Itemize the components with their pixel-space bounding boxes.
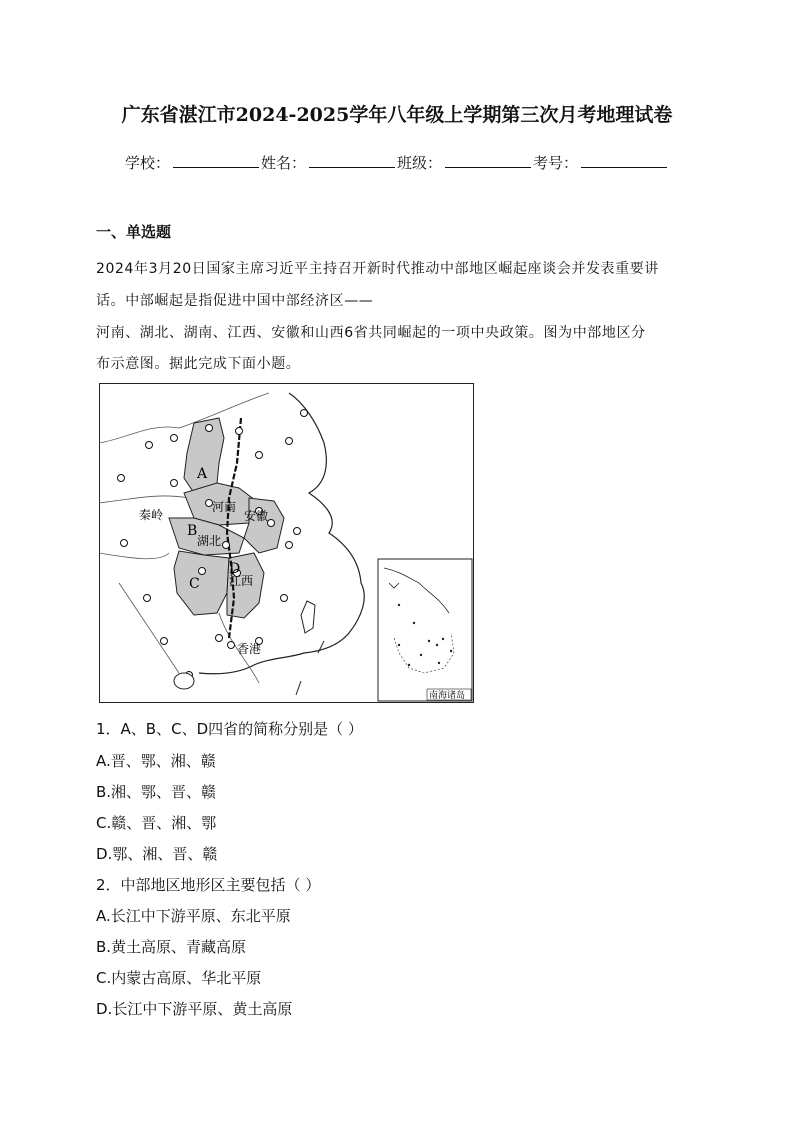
label-anhui: 安徽 (244, 509, 269, 523)
passage-line-1: 2024年3月20日国家主席习近平主持召开新时代推动中部地区崛起座谈会并发表重要讲 (96, 261, 659, 277)
student-info-row (125, 152, 669, 173)
class-blank[interactable] (445, 153, 531, 168)
school-label: 学校： (125, 154, 171, 172)
label-b: B (187, 523, 198, 539)
label-hubei: 湖北 (197, 534, 222, 548)
number-blank[interactable] (581, 153, 667, 168)
south-sea-inset (378, 559, 472, 701)
question-1-option-a[interactable]: A.晋、鄂、湘、赣 (96, 752, 216, 770)
label-jiangxi: 江西 (229, 574, 254, 588)
label-south-sea: 南海诸岛 (429, 691, 466, 701)
class-label: 班级： (397, 154, 443, 172)
question-2-option-c[interactable]: C.内蒙古高原、华北平原 (96, 969, 262, 987)
section-heading: 一、单选题 (96, 223, 172, 241)
label-qinling: 秦岭 (139, 508, 164, 522)
passage-line-3: 河南、湖北、湖南、江西、安徽和山西6省共同崛起的一项中央政策。图为中部地区分 (96, 325, 646, 341)
label-d: D (229, 561, 241, 577)
passage-line-2: 话。中部崛起是指促进中国中部经济区—— (96, 293, 374, 309)
question-2-option-d[interactable]: D.长江中下游平原、黄土高原 (96, 1000, 293, 1018)
label-c: C (189, 576, 200, 592)
question-1-option-d[interactable]: D.鄂、湘、晋、赣 (96, 845, 218, 863)
question-2-option-a[interactable]: A.长江中下游平原、东北平原 (96, 907, 291, 925)
label-a: A (197, 466, 208, 482)
question-1-option-b[interactable]: B.湘、鄂、晋、赣 (96, 783, 217, 801)
school-blank[interactable] (173, 153, 259, 168)
label-hongkong: 香港 (237, 642, 262, 656)
name-label: 姓名： (261, 154, 307, 172)
question-1-option-c[interactable]: C.赣、晋、湘、鄂 (96, 814, 217, 832)
name-blank[interactable] (309, 153, 395, 168)
label-henan: 河南 (212, 500, 237, 514)
question-2-stem: 2．中部地区地形区主要包括（ ） (96, 876, 321, 894)
number-label: 考号： (533, 154, 579, 172)
exam-title: 广东省湛江市2024-2025学年八年级上学期第三次月考地理试卷 (121, 104, 673, 126)
question-2-option-b[interactable]: B.黄土高原、青藏高原 (96, 938, 247, 956)
question-1-stem: 1．A、B、C、D四省的简称分别是（ ） (96, 720, 363, 738)
central-region-map (99, 383, 474, 703)
passage-line-4: 布示意图。据此完成下面小题。 (96, 356, 301, 372)
